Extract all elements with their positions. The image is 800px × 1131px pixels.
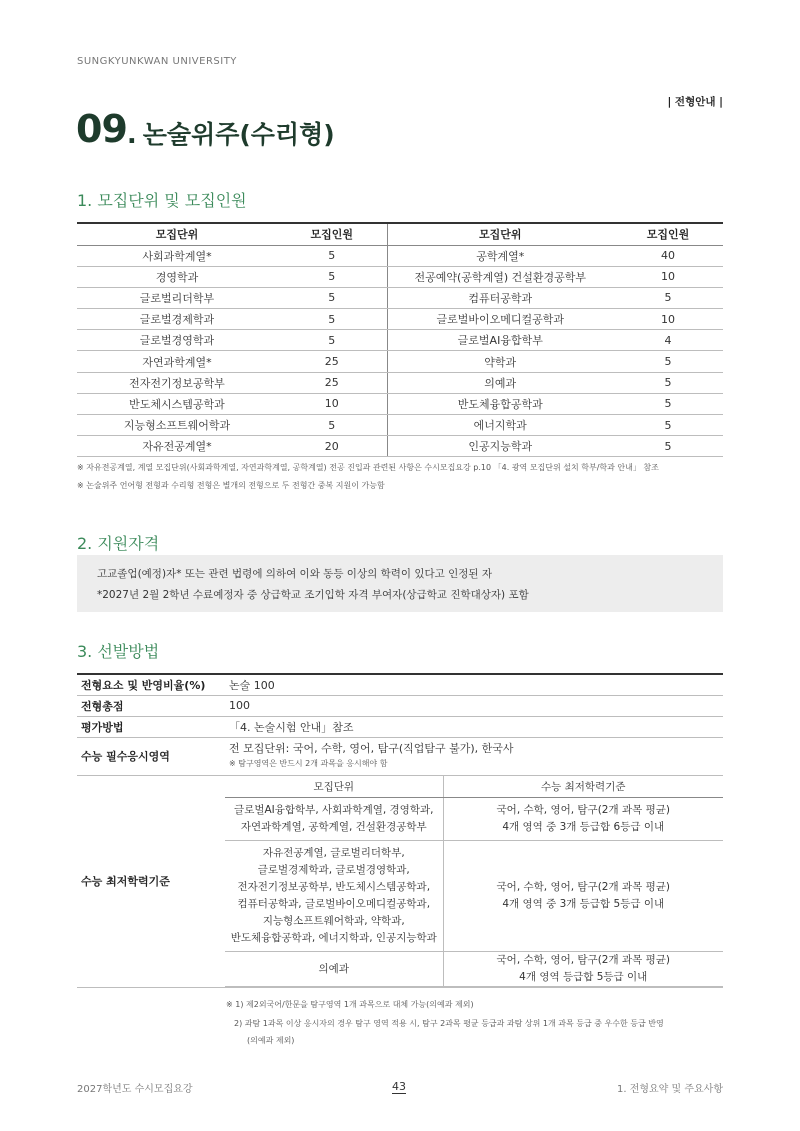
cell-count-right: 5	[613, 287, 723, 308]
cell-unit-left: 반도체시스템공학과	[77, 393, 277, 414]
unit-line: 글로벌AI융합학부, 사회과학계열, 경영학과,	[234, 804, 434, 816]
cell-unit-left: 글로벌경영학과	[77, 330, 277, 351]
cell-count-right: 10	[613, 266, 723, 287]
unit-line: 글로벌경제학과, 글로벌경영학과,	[257, 864, 410, 876]
chapter-heading	[76, 107, 335, 151]
unit-line: 전자전기정보공학부, 반도체시스템공학과,	[237, 881, 431, 893]
unit-line: 의예과	[318, 962, 349, 975]
cell-unit-left: 전자전기정보공학부	[77, 372, 277, 393]
section1-title: 1. 모집단위 및 모집인원	[77, 191, 247, 210]
cell-unit-left: 글로벌리더학부	[77, 287, 277, 308]
cell-unit-right: 반도체융합공학과	[387, 393, 613, 414]
selection-row	[77, 716, 723, 737]
row-label: 수능 최저학력기준	[77, 775, 225, 988]
minimum-criteria	[443, 952, 723, 987]
cell-count-left: 25	[277, 351, 387, 372]
row-value	[225, 737, 723, 775]
cell-count-right: 5	[613, 436, 723, 457]
cell-count-left: 5	[277, 309, 387, 330]
cell-count-left: 5	[277, 266, 387, 287]
minimum-criteria	[443, 841, 723, 952]
cell-unit-left: 경영학과	[77, 266, 277, 287]
table-row	[77, 287, 723, 308]
cell-count-left: 5	[277, 330, 387, 351]
cell-unit-right: 컴퓨터공학과	[387, 287, 613, 308]
minimum-note-2: 2) 과탐 1과목 이상 응시자의 경우 탐구 영역 적용 시, 탐구 2과목 평균 등급과 과탐 상위 1개 과목 등급 중 우수한 등급 반영	[234, 1019, 664, 1028]
minimum-note-3: (의예과 제외)	[247, 1036, 295, 1045]
cell-unit-right: 인공지능학과	[387, 436, 613, 457]
selection-row	[77, 674, 723, 695]
recruitment-table	[77, 222, 723, 457]
cell-count-left: 10	[277, 393, 387, 414]
cell-unit-right: 글로벌AI융합학부	[387, 330, 613, 351]
eligibility-line-2: *2027년 2월 2학년 수료예정자 중 상급학교 조기입학 자격 부여자(상급학교 진학대상자) 포함	[97, 589, 529, 601]
chapter-title: 논술위주(수리형)	[142, 119, 335, 149]
required-note: ※ 탐구영역은 반드시 2개 과목을 응시해야 함	[229, 759, 388, 768]
selection-row	[77, 775, 723, 988]
cell-unit-left: 지능형소프트웨어학과	[77, 415, 277, 436]
cell-count-right: 5	[613, 415, 723, 436]
section3-title: 3. 선발방법	[77, 642, 160, 661]
row-label: 전형요소 및 반영비율(%)	[77, 674, 225, 695]
header-count-right: 모집인원	[613, 223, 723, 245]
minimum-units	[225, 841, 443, 952]
university-name: SUNGKYUNKWAN UNIVERSITY	[77, 56, 237, 67]
table-row	[77, 415, 723, 436]
cell-unit-right: 에너지학과	[387, 415, 613, 436]
header-unit-left: 모집단위	[77, 223, 277, 245]
header-unit-right: 모집단위	[387, 223, 613, 245]
cell-unit-right: 전공예약(공학계열) 건설환경공학부	[387, 266, 613, 287]
chapter-number: 09	[76, 107, 127, 151]
unit-line: 자연과학계열, 공학계열, 건설환경공학부	[240, 821, 427, 833]
table-row	[77, 309, 723, 330]
header-count-left: 모집인원	[277, 223, 387, 245]
cell-unit-left: 자유전공계열*	[77, 436, 277, 457]
cell-count-right: 5	[613, 351, 723, 372]
table-row	[77, 372, 723, 393]
criteria-line: 4개 영역 중 3개 등급합 6등급 이내	[502, 821, 665, 833]
minimum-units	[225, 952, 443, 987]
selection-row	[77, 695, 723, 716]
selection-table	[77, 673, 723, 988]
criteria-line: 4개 영역 등급합 5등급 이내	[519, 971, 648, 983]
minimum-note-1: ※ 1) 제2외국어/한문을 탐구영역 1개 과목으로 대체 가능(의예과 제외)	[226, 1000, 474, 1009]
minimum-header-unit: 모집단위	[225, 776, 443, 798]
eligibility-line-1: 고교졸업(예정)자* 또는 관련 법령에 의하여 이와 동등 이상의 학력이 있다고 인정된 자	[97, 568, 493, 580]
table-row	[77, 393, 723, 414]
minimum-criteria	[443, 798, 723, 841]
minimum-criteria-cell	[225, 775, 723, 988]
cell-count-right: 5	[613, 393, 723, 414]
minimum-criteria-table	[225, 776, 723, 988]
cell-count-left: 5	[277, 287, 387, 308]
selection-row	[77, 737, 723, 775]
minimum-header-criteria: 수능 최저학력기준	[443, 776, 723, 798]
cell-count-left: 5	[277, 245, 387, 266]
row-label: 수능 필수응시영역	[77, 737, 225, 775]
unit-line: 컴퓨터공학과, 글로벌바이오메디컬공학과,	[237, 898, 431, 910]
unit-line: 지능형소프트웨어학과, 약학과,	[262, 915, 405, 927]
cell-count-right: 5	[613, 372, 723, 393]
unit-line: 자유전공계열, 글로벌리더학부,	[262, 847, 405, 859]
table-row	[77, 330, 723, 351]
chapter-dot: .	[126, 120, 137, 150]
section1-note-1: ※ 자유전공계열, 계열 모집단위(사회과학계열, 자연과학계열, 공학계열) 전공 진입과 관련된 사항은 수시모집요강 p.10 「4. 광역 모집단위 설치 학부/학과 안내」 참조	[77, 463, 659, 472]
minimum-row	[225, 841, 723, 952]
footer-left: 2027학년도 수시모집요강	[77, 1084, 193, 1095]
page-number: 43	[392, 1080, 406, 1093]
table-row	[77, 266, 723, 287]
row-value: 「4. 논술시험 안내」참조	[225, 716, 723, 737]
criteria-line: 4개 영역 중 3개 등급합 5등급 이내	[502, 898, 665, 910]
cell-count-left: 20	[277, 436, 387, 457]
row-label: 전형총점	[77, 695, 225, 716]
criteria-line: 국어, 수학, 영어, 탐구(2개 과목 평균)	[496, 804, 670, 816]
cell-count-left: 25	[277, 372, 387, 393]
eligibility-box	[77, 555, 723, 612]
cell-unit-right: 공학계열*	[387, 245, 613, 266]
cell-count-right: 10	[613, 309, 723, 330]
section1-note-2: ※ 논술위주 언어형 전형과 수리형 전형은 별개의 전형으로 두 전형간 중복 지원이 가능함	[77, 481, 385, 490]
table-row	[77, 351, 723, 372]
required-subjects: 전 모집단위: 국어, 수학, 영어, 탐구(직업탐구 불가), 한국사	[229, 742, 514, 755]
cell-unit-right: 글로벌바이오메디컬공학과	[387, 309, 613, 330]
cell-unit-right: 의예과	[387, 372, 613, 393]
cell-unit-right: 약학과	[387, 351, 613, 372]
cell-count-left: 5	[277, 415, 387, 436]
table-row	[77, 245, 723, 266]
cell-count-right: 4	[613, 330, 723, 351]
table-row	[77, 436, 723, 457]
guide-label: | 전형안내 |	[667, 96, 723, 108]
cell-count-right: 40	[613, 245, 723, 266]
row-value: 100	[225, 695, 723, 716]
row-label: 평가방법	[77, 716, 225, 737]
criteria-line: 국어, 수학, 영어, 탐구(2개 과목 평균)	[496, 881, 670, 893]
section2-title: 2. 지원자격	[77, 534, 160, 553]
cell-unit-left: 사회과학계열*	[77, 245, 277, 266]
cell-unit-left: 자연과학계열*	[77, 351, 277, 372]
minimum-row	[225, 952, 723, 987]
criteria-line: 국어, 수학, 영어, 탐구(2개 과목 평균)	[496, 954, 670, 966]
minimum-row	[225, 798, 723, 841]
row-value: 논술 100	[225, 674, 723, 695]
footer-right: 1. 전형요약 및 주요사항	[616, 1084, 723, 1095]
minimum-units	[225, 798, 443, 841]
cell-unit-left: 글로벌경제학과	[77, 309, 277, 330]
unit-line: 반도체융합공학과, 에너지학과, 인공지능학과	[230, 932, 437, 944]
